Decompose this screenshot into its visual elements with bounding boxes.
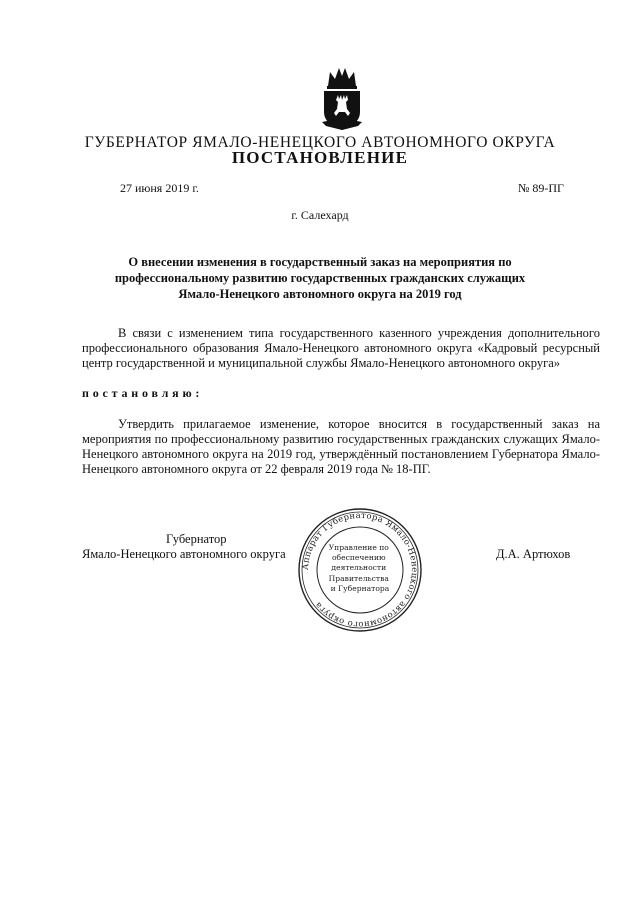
signatory-name: Д.А. Артюхов: [496, 547, 571, 561]
document-type-title: ПОСТАНОВЛЕНИЕ: [231, 148, 409, 167]
official-stamp: [296, 506, 424, 634]
stamp-outer-text: Аппарат Губернатора Ямало-Ненецкого автономного округа: [299, 509, 421, 631]
document-city: г. Салехард: [291, 208, 349, 222]
document-date: 27 июня 2019 г.: [120, 181, 199, 195]
body-paragraph-2-text: Утвердить прилагаемое изменение, которое вносится в государственный заказ на мероприятия по профессиональному развитию государственных гражданских служащих Ямало-Ненецкого автономного округа на 2019 год, утверждённый постановлением Губернатора Ямало-Ненецкого автономного округа от 22 февраля 2019 года № 18-ПГ.: [82, 417, 600, 476]
body-paragraph-1-text: В связи с изменением типа государственного казенного учреждения дополнительного профессионального образования Ямало-Ненецкого автономного округа «Кадровый ресурсный центр государственной и муниципальной службы Ямало-Ненецкого автономного округа»: [82, 326, 600, 370]
body-paragraph-1: [82, 326, 600, 371]
signatory-region: Ямало-Ненецкого автономного округа: [82, 547, 286, 561]
document-subject: О внесении изменения в государственный заказ на мероприятия по профессиональному развитию государственных гражданских служащих Ямало-Ненецкого автономного округа на 2019 год: [114, 255, 526, 301]
document-number: № 89-ПГ: [517, 181, 564, 195]
body-paragraph-2: [82, 417, 600, 477]
signatory-title: Губернатор: [166, 532, 227, 546]
resolve-statement: постановляю:: [82, 386, 204, 400]
issuer-title: ГУБЕРНАТОР ЯМАЛО-НЕНЕЦКОГО АВТОНОМНОГО ОКРУГА: [84, 134, 556, 151]
svg-text:Управление по обеспечению: Управление по обеспечению деятельности Правительства и Губернатора: [328, 543, 390, 593]
yamal-coat-of-arms-icon: [318, 64, 366, 134]
